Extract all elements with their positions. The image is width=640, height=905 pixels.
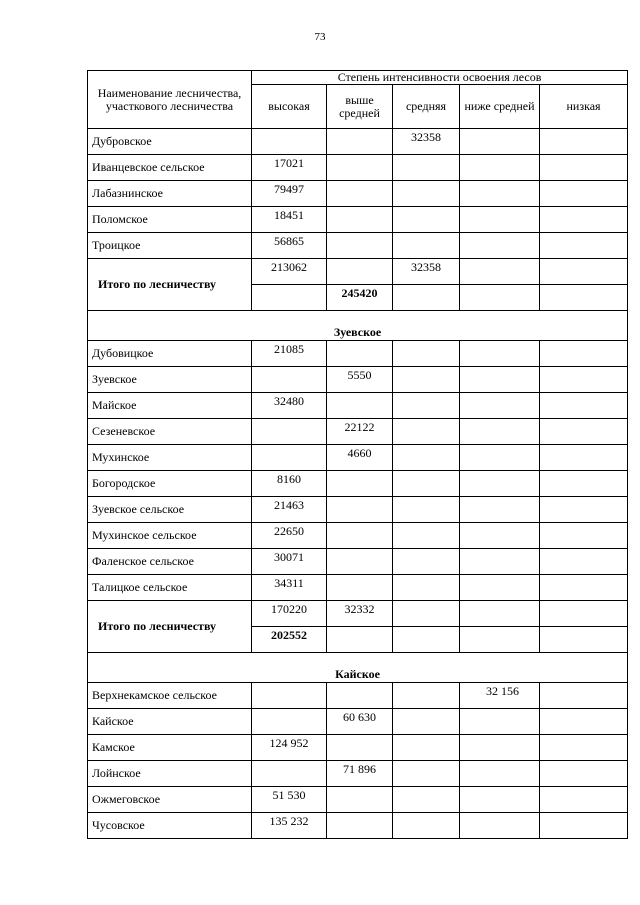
table-cell — [460, 575, 540, 601]
table-cell: 60 630 — [327, 709, 393, 735]
empty-cell — [327, 627, 393, 653]
table-cell — [393, 393, 460, 419]
table-cell: 22122 — [327, 419, 393, 445]
table-cell — [460, 471, 540, 497]
table-row — [88, 497, 628, 523]
table-cell — [540, 367, 628, 393]
table-cell — [460, 813, 540, 839]
table-cell: 32480 — [252, 393, 327, 419]
table-cell — [252, 709, 327, 735]
total-row — [88, 259, 628, 285]
table-cell — [540, 181, 628, 207]
table-cell — [540, 549, 628, 575]
table-cell — [327, 497, 393, 523]
table-cell — [540, 683, 628, 709]
table-cell — [327, 471, 393, 497]
table-cell — [393, 367, 460, 393]
forestry-name: Лабазнинское — [88, 181, 252, 207]
table-cell — [393, 813, 460, 839]
table-cell: 32 156 — [460, 683, 540, 709]
table-cell: 32358 — [393, 129, 460, 155]
table-cell: 4660 — [327, 445, 393, 471]
table-cell — [327, 393, 393, 419]
table-cell — [327, 341, 393, 367]
empty-cell — [393, 627, 460, 653]
header-col-average: средняя — [393, 85, 460, 129]
forestry-name: Кайское — [88, 709, 252, 735]
table-row — [88, 129, 628, 155]
section-title: Кайское — [88, 653, 628, 683]
table-row — [88, 471, 628, 497]
forestry-name: Зуевское — [88, 367, 252, 393]
table-row — [88, 683, 628, 709]
header-group: Степень интенсивности освоения лесов — [252, 71, 628, 85]
table-cell — [460, 129, 540, 155]
table-cell — [327, 549, 393, 575]
table-cell — [460, 233, 540, 259]
forestry-name: Дубровское — [88, 129, 252, 155]
table-cell — [540, 497, 628, 523]
total-cell: 170220 — [252, 601, 327, 627]
total-cell: 32358 — [393, 259, 460, 285]
table-cell — [460, 497, 540, 523]
table-cell — [252, 367, 327, 393]
forest-intensity-table — [87, 70, 628, 839]
table-cell — [393, 575, 460, 601]
table-cell — [393, 683, 460, 709]
forestry-name: Чусовское — [88, 813, 252, 839]
table-row — [88, 735, 628, 761]
table-cell — [540, 233, 628, 259]
forestry-name: Лойнское — [88, 761, 252, 787]
table-cell — [460, 709, 540, 735]
empty-cell — [460, 285, 540, 311]
table-cell — [540, 341, 628, 367]
table-cell: 8160 — [252, 471, 327, 497]
grand-total: 202552 — [252, 627, 327, 653]
total-cell — [540, 259, 628, 285]
table-cell — [460, 445, 540, 471]
table-cell: 34311 — [252, 575, 327, 601]
table-cell — [540, 471, 628, 497]
table-cell — [393, 155, 460, 181]
total-row — [88, 601, 628, 627]
table-cell: 21085 — [252, 341, 327, 367]
forestry-name: Майское — [88, 393, 252, 419]
table-cell — [327, 155, 393, 181]
table-cell: 135 232 — [252, 813, 327, 839]
table-cell — [252, 683, 327, 709]
forestry-name: Камское — [88, 735, 252, 761]
table-cell — [252, 761, 327, 787]
header-col-low: низкая — [540, 85, 628, 129]
table-cell — [393, 471, 460, 497]
table-cell — [540, 393, 628, 419]
table-cell: 22650 — [252, 523, 327, 549]
table-cell — [460, 181, 540, 207]
table-cell — [540, 787, 628, 813]
table-row — [88, 207, 628, 233]
total-label: Итого по лесничеству — [88, 259, 252, 311]
table-cell — [460, 523, 540, 549]
table-cell — [327, 523, 393, 549]
table-row — [88, 549, 628, 575]
table-row — [88, 181, 628, 207]
table-row — [88, 787, 628, 813]
table-cell — [540, 155, 628, 181]
forestry-name: Зуевское сельское — [88, 497, 252, 523]
table-cell — [460, 155, 540, 181]
table-cell — [327, 233, 393, 259]
empty-cell — [540, 285, 628, 311]
table-cell — [540, 419, 628, 445]
table-cell: 18451 — [252, 207, 327, 233]
table-cell — [327, 813, 393, 839]
table-row — [88, 155, 628, 181]
table-cell: 30071 — [252, 549, 327, 575]
table-cell: 17021 — [252, 155, 327, 181]
header-name: Наименование лесничества, участкового лесничества — [88, 71, 252, 129]
forestry-name: Дубовицкое — [88, 341, 252, 367]
table-row — [88, 709, 628, 735]
table-cell — [540, 735, 628, 761]
forestry-name: Верхнекамское сельское — [88, 683, 252, 709]
table-cell — [540, 523, 628, 549]
table-cell — [460, 787, 540, 813]
table-cell — [460, 367, 540, 393]
forestry-name: Талицкое сельское — [88, 575, 252, 601]
header-col-above-average: выше средней — [327, 85, 393, 129]
forestry-name: Мухинское — [88, 445, 252, 471]
total-cell — [327, 259, 393, 285]
table-cell — [540, 445, 628, 471]
table-row — [88, 445, 628, 471]
forestry-name: Мухинское сельское — [88, 523, 252, 549]
empty-cell — [252, 285, 327, 311]
table-cell — [393, 233, 460, 259]
table-cell — [393, 523, 460, 549]
total-cell: 213062 — [252, 259, 327, 285]
table-cell: 51 530 — [252, 787, 327, 813]
section-title-row — [88, 653, 628, 683]
table-cell — [393, 549, 460, 575]
total-cell — [460, 601, 540, 627]
table-cell: 71 896 — [327, 761, 393, 787]
section-title: Зуевское — [88, 311, 628, 341]
table-cell — [252, 129, 327, 155]
table-cell — [327, 575, 393, 601]
table-cell: 5550 — [327, 367, 393, 393]
header-row-1 — [88, 71, 628, 85]
table-cell — [460, 419, 540, 445]
table-cell — [393, 709, 460, 735]
table-cell — [460, 341, 540, 367]
table-cell — [393, 761, 460, 787]
forestry-name: Сезеневское — [88, 419, 252, 445]
header-col-high: высокая — [252, 85, 327, 129]
table-row — [88, 341, 628, 367]
page-number: 73 — [314, 31, 326, 43]
forestry-name: Фаленское сельское — [88, 549, 252, 575]
forestry-name: Троицкое — [88, 233, 252, 259]
table-cell — [393, 445, 460, 471]
table-cell — [460, 207, 540, 233]
table-row — [88, 575, 628, 601]
table-cell: 79497 — [252, 181, 327, 207]
total-cell: 32332 — [327, 601, 393, 627]
table-row — [88, 367, 628, 393]
table-cell — [327, 683, 393, 709]
table-cell — [327, 787, 393, 813]
table-cell: 56865 — [252, 233, 327, 259]
table-row — [88, 523, 628, 549]
empty-cell — [540, 627, 628, 653]
table-cell — [460, 549, 540, 575]
section-title-row — [88, 311, 628, 341]
table-cell — [393, 207, 460, 233]
forestry-name: Ожмеговское — [88, 787, 252, 813]
table-cell: 124 952 — [252, 735, 327, 761]
table-cell — [540, 575, 628, 601]
table-cell — [327, 207, 393, 233]
total-label: Итого по лесничеству — [88, 601, 252, 653]
total-cell — [393, 601, 460, 627]
table-row — [88, 233, 628, 259]
table-cell — [393, 497, 460, 523]
table-cell — [540, 709, 628, 735]
table-cell — [393, 787, 460, 813]
total-cell — [460, 259, 540, 285]
table-cell: 21463 — [252, 497, 327, 523]
table-row — [88, 393, 628, 419]
forestry-name: Богородское — [88, 471, 252, 497]
table-cell — [393, 341, 460, 367]
table-cell — [393, 181, 460, 207]
table-cell — [540, 129, 628, 155]
table-cell — [252, 445, 327, 471]
empty-cell — [393, 285, 460, 311]
table-cell — [393, 735, 460, 761]
table-cell — [540, 207, 628, 233]
table-cell — [393, 419, 460, 445]
table-cell — [460, 735, 540, 761]
header-col-below-average: ниже средней — [460, 85, 540, 129]
forestry-name: Поломское — [88, 207, 252, 233]
table-cell — [327, 735, 393, 761]
table-cell — [540, 813, 628, 839]
table-cell — [460, 761, 540, 787]
forestry-name: Иванцевское сельское — [88, 155, 252, 181]
table-row — [88, 761, 628, 787]
empty-cell — [460, 627, 540, 653]
table-cell — [327, 129, 393, 155]
table-cell — [460, 393, 540, 419]
table-cell — [540, 761, 628, 787]
grand-total: 245420 — [327, 285, 393, 311]
total-cell — [540, 601, 628, 627]
table-row — [88, 813, 628, 839]
table-cell — [327, 181, 393, 207]
table-row — [88, 419, 628, 445]
table-cell — [252, 419, 327, 445]
